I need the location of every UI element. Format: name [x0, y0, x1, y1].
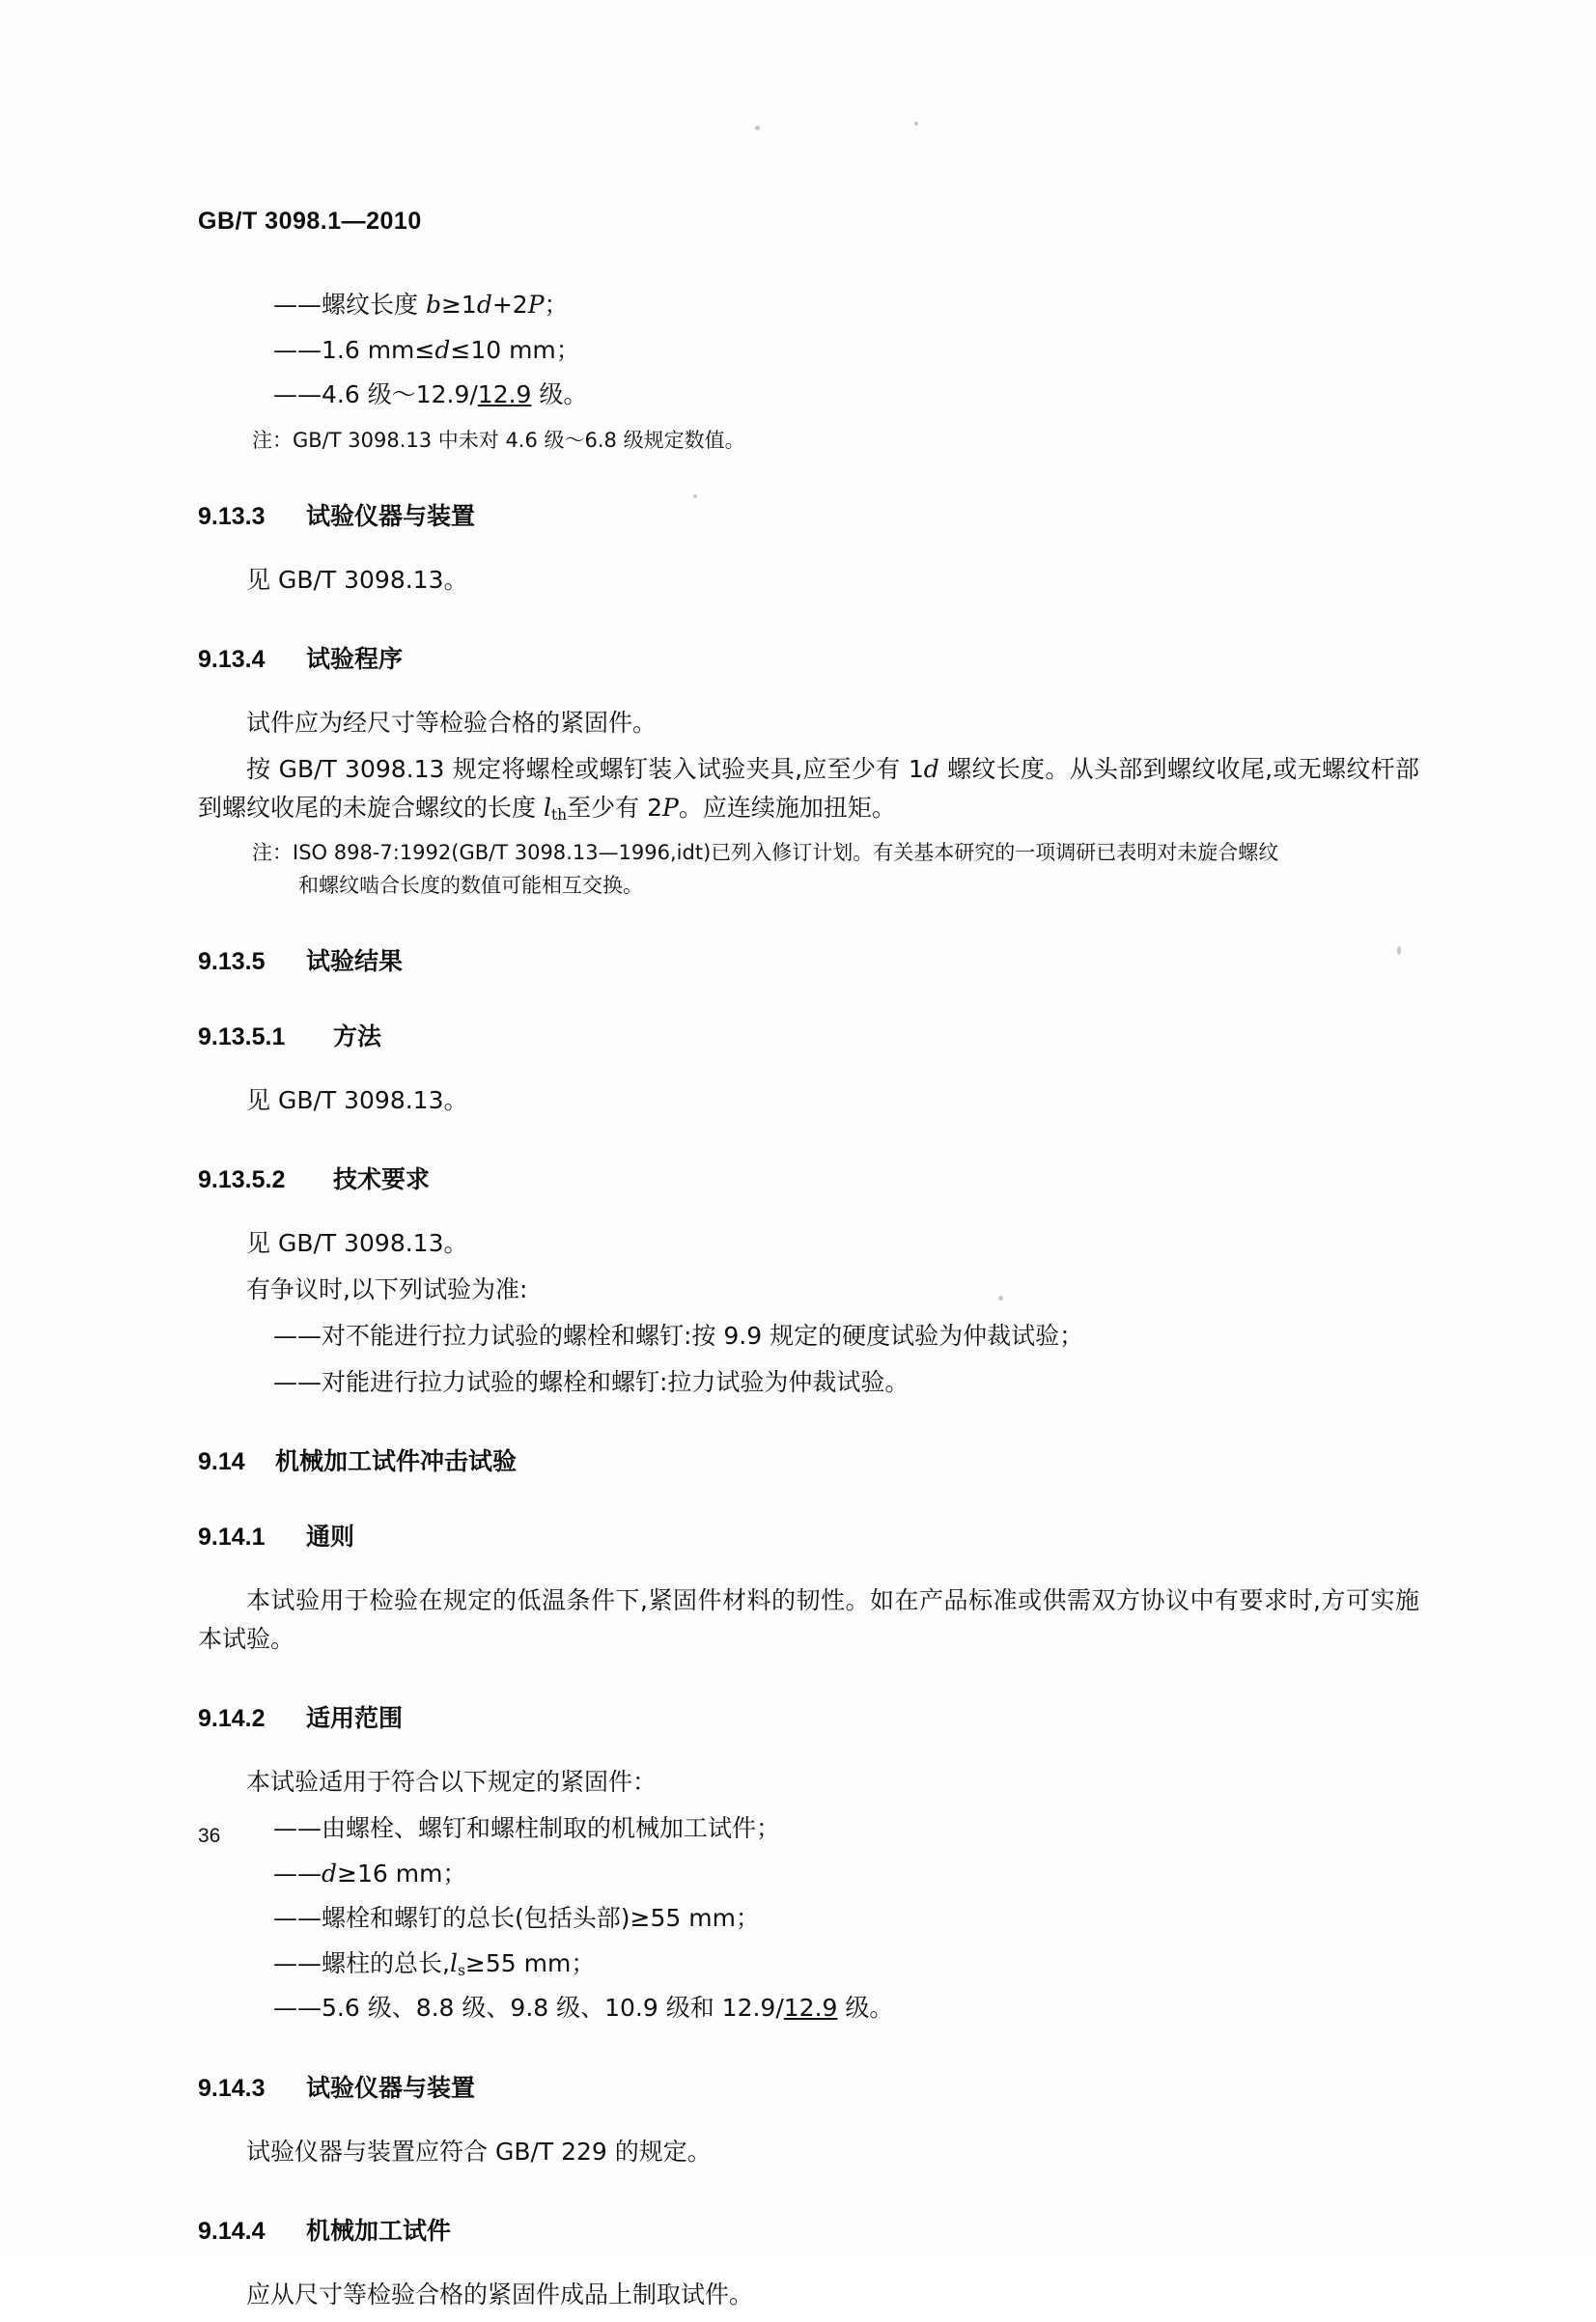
section-number: 9.13.5.1	[198, 1023, 286, 1051]
section-number: 9.14.3	[198, 2074, 266, 2102]
section-number: 9.14.2	[198, 1705, 266, 1733]
list-item: ——4.6 级～12.9/12.9 级。	[273, 380, 588, 408]
section-title: 机械加工试件冲击试验	[275, 1448, 518, 1476]
section-heading-9-13-5	[198, 942, 1419, 977]
section-title: 适用范围	[306, 1705, 404, 1733]
note-top: 注：GB/T 3098.13 中未对 4.6 级～6.8 级规定数值。	[252, 428, 745, 452]
list-item: ——螺柱的总长$,l_s\ge 55$ mm；	[273, 1948, 596, 1980]
paragraph: 应从尺寸等检验合格的紧固件成品上制取试件。	[246, 2280, 754, 2308]
section-heading-9-14	[198, 1442, 1419, 1477]
page-content	[198, 208, 1419, 2322]
section-title: 机械加工试件	[306, 2217, 452, 2245]
section-heading-9-13-5-1	[198, 1018, 1419, 1052]
scan-speck	[914, 122, 918, 126]
document-header: GB/T 3098.1—2010	[198, 208, 422, 235]
note-9-13-4-continued: 和螺纹啮合长度的数值可能相互交换。	[298, 873, 643, 897]
paragraph: 有争议时,以下列试验为准:	[246, 1275, 528, 1304]
section-number: 9.14.4	[198, 2217, 266, 2245]
section-number: 9.13.5.2	[198, 1166, 286, 1194]
section-title: 方法	[333, 1023, 382, 1051]
section-number: 9.13.3	[198, 503, 266, 531]
section-title: 试验仪器与装置	[306, 503, 476, 531]
section-title: 试验结果	[306, 948, 404, 976]
section-number: 9.14	[198, 1448, 245, 1476]
list-item: ——对不能进行拉力试验的螺栓和螺钉:按 9.9 规定的硬度试验为仲裁试验；	[273, 1322, 1084, 1351]
paragraph: 本试验用于检验在规定的低温条件下,紧固件材料的韧性。如在产品标准或供需双方协议中有要求时,方可实施本试验。	[198, 1586, 1419, 1654]
section-heading-9-14-4	[198, 2212, 1419, 2247]
section-title: 技术要求	[333, 1166, 431, 1194]
list-item: ——对能进行拉力试验的螺栓和螺钉:拉力试验为仲裁试验。	[273, 1368, 910, 1397]
section-heading-9-14-2	[198, 1699, 1419, 1734]
section-heading-9-14-3	[198, 2069, 1419, 2104]
section-number: 9.14.1	[198, 1524, 266, 1552]
note-9-13-4: 注：ISO 898-7:1992(GB/T 3098.13—1996,idt)已列入修订计划。有关基本研究的一项调研已表明对未旋合螺纹	[252, 841, 1279, 865]
list-item: ——螺纹长度 b≥1d+2P；	[273, 291, 569, 319]
section-heading-9-14-1	[198, 1518, 1419, 1553]
paragraph: 试验仪器与装置应符合 GB/T 229 的规定。	[246, 2137, 712, 2166]
page-number: 36	[198, 1825, 221, 1847]
paragraph: 本试验适用于符合以下规定的紧固件：	[246, 1768, 658, 1797]
section-title: 试验程序	[306, 646, 404, 674]
section-number: 9.13.5	[198, 948, 266, 976]
section-heading-9-13-3	[198, 497, 1419, 532]
scan-speck	[755, 126, 760, 130]
section-heading-9-13-5-2	[198, 1161, 1419, 1195]
section-heading-9-13-4	[198, 640, 1419, 675]
list-item: ——1.6 mm≤d≤10 mm；	[273, 335, 580, 364]
section-number: 9.13.4	[198, 646, 266, 674]
list-item: ——d≥16 mm；	[273, 1859, 467, 1888]
list-item: ——螺栓和螺钉的总长(包括头部)≥55 mm；	[273, 1904, 760, 1933]
list-item: ——5.6 级、8.8 级、9.8 级、10.9 级和 12.9/12.9 级。	[273, 1994, 894, 2023]
section-title: 试验仪器与装置	[306, 2074, 476, 2102]
paragraph: 见 GB/T 3098.13。	[246, 1229, 468, 1258]
list-item: ——由螺栓、螺钉和螺柱制取的机械加工试件；	[273, 1814, 781, 1843]
paragraph: 试件应为经尺寸等检验合格的紧固件。	[246, 709, 658, 738]
paragraph: 按 GB/T 3098.13 规定将螺栓或螺钉装入试验夹具,应至少有 1d 螺纹长度。从头部到螺纹收尾,或无螺纹杆部到螺纹收尾的未旋合螺纹的长度 $l_{th}$至少有 2P。应连续施加扭矩。	[198, 755, 1419, 825]
paragraph: 见 GB/T 3098.13。	[246, 1086, 468, 1115]
paragraph: 见 GB/T 3098.13。	[246, 566, 468, 595]
section-title: 通则	[306, 1524, 355, 1552]
